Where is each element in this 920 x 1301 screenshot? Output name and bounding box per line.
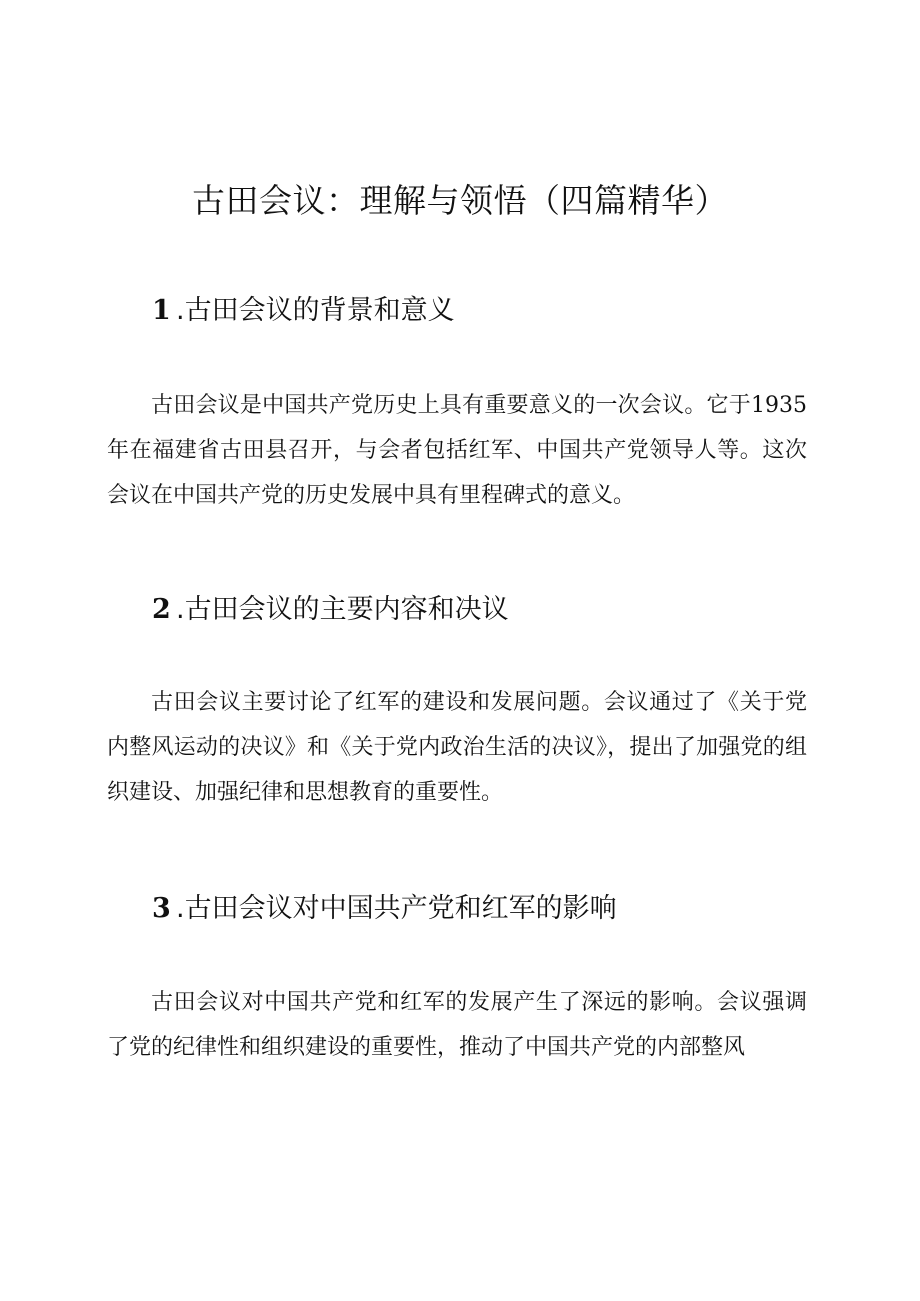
section-heading-text: .古田会议的背景和意义 (176, 295, 455, 326)
section-heading-text: .古田会议的主要内容和决议 (176, 594, 509, 625)
section-number: 1 (152, 295, 171, 326)
section-paragraph: 古田会议主要讨论了红军的建设和发展问题。会议通过了《关于党内整风运动的决议》和《关于党内政治生活的决议》，提出了加强党的组织建设、加强纪律和思想教育的重要性。 (107, 690, 807, 805)
section-number: 2 (152, 594, 171, 625)
section-heading (152, 590, 509, 630)
section-paragraph: 古田会议是中国共产党历史上具有重要意义的一次会议。它于1935年在福建省古田县召开，与会者包括红军、中国共产党领导人等。这次会议在中国共产党的历史发展中具有里程碑式的意义。 (107, 393, 807, 508)
section-number: 3 (152, 893, 171, 924)
section-paragraph: 古田会议对中国共产党和红军的发展产生了深远的影响。会议强调了党的纪律性和组织建设的重要性，推动了中国共产党的内部整风 (107, 990, 807, 1060)
section-heading (152, 889, 617, 929)
section-heading-text: .古田会议对中国共产党和红军的影响 (176, 893, 617, 924)
document-title: 古田会议：理解与领悟（四篇精华） (192, 181, 728, 220)
section-heading (152, 291, 455, 331)
